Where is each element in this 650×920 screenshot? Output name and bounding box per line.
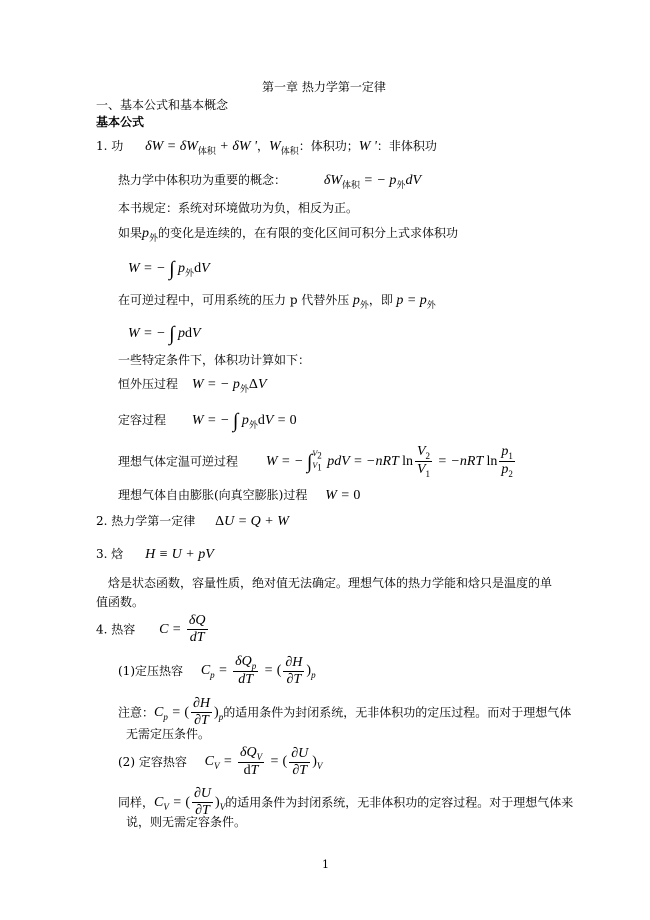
- cv-label: (2) 定容热容: [118, 754, 187, 769]
- cp-partial-formula: $C_p$ = ( $\frac{\partial H}{\partial T}$ )$_p$: [154, 696, 224, 729]
- cp-line: [118, 654, 316, 688]
- first-law-formula: ΔU = Q + W: [215, 514, 289, 529]
- external-pressure-symbol: $p_外$: [142, 226, 159, 243]
- item-enthalpy-label: 3. 焓: [96, 547, 124, 561]
- constant-volume-label: 定容过程: [118, 413, 167, 427]
- note-b: 的适用条件为封闭系统，无非体积功的定压过程。而对于理想气体: [223, 705, 572, 720]
- note-a: 注意：: [118, 705, 155, 720]
- constant-volume-line: [118, 409, 297, 433]
- reversible-work-formula: W = − ∫ pdV: [128, 323, 201, 345]
- subsection-heading: 基本公式: [96, 115, 145, 129]
- work-formula: $\delta W = \delta W_{体积} + \delta W$ ': [145, 139, 258, 156]
- same-c: 说，则无需定容条件。: [126, 815, 247, 829]
- isothermal-formula: W = − $\int V_2$ $V_1$ pdV = −nRT ln $\frac{V_2}{V_1}$ = −nRT ln $\frac{p_1}{p_2}$: [265, 444, 513, 479]
- item-heat-capacity-label: 4. 热容: [96, 622, 136, 637]
- continuous-a: 如果: [118, 226, 143, 240]
- volume-work-formula: $\delta W_{体积}$ = − $p_外dV$: [323, 173, 422, 190]
- note-line: [118, 696, 571, 729]
- item-first-law: [96, 514, 289, 531]
- continuous-line: [118, 226, 458, 244]
- constant-pressure-formula: W = − $p_外\Delta V$: [191, 377, 267, 394]
- section-heading: 一、基本公式和基本概念: [96, 98, 229, 112]
- reversible-b: ，即: [368, 293, 393, 307]
- sign-convention: 本书规定：系统对环境做功为负，相反为正。: [118, 201, 359, 215]
- same-a: 同样，: [118, 795, 155, 810]
- item-enthalpy: [96, 547, 214, 564]
- free-expansion-label: 理想气体自由膨胀(向真空膨胀)过程: [118, 488, 308, 502]
- enthalpy-formula: H ≡ U + pV: [145, 547, 214, 562]
- chapter-title: 第一章 热力学第一定律: [262, 80, 386, 94]
- reversible-line: [118, 293, 436, 311]
- cv-line: [118, 745, 322, 779]
- item-first-law-label: 2. 热力学第一定律: [96, 514, 196, 528]
- work-integral-formula: W = − ∫ $p_外dV$: [128, 258, 210, 280]
- enthalpy-description: 焓是状态函数，容量性质，绝对值无法确定。理想气体的热力学能和焓只是温度的单值函数。: [96, 576, 553, 609]
- constant-pressure-label: 恒外压过程: [118, 377, 179, 391]
- same-b: 的适用条件为封闭系统，无非体积功的定容过程。对于理想气体来: [225, 795, 574, 810]
- pressure-equality: $p = p_外$: [392, 293, 436, 310]
- constant-volume-formula: W = − ∫ $p_外dV = 0$: [191, 410, 297, 432]
- cv-partial-formula: $C_V$ = ( $\frac{\partial U}{\partial T}$ )$_V$: [154, 786, 226, 819]
- constant-pressure-line: [118, 377, 267, 395]
- note-c: 无需定压条件。: [126, 727, 211, 741]
- free-expansion-formula: W = 0: [325, 488, 361, 503]
- heat-capacity-formula: C = $\frac{\delta Q}{dT}$: [159, 613, 206, 646]
- cv-formula: $C_V$ = $\frac{\delta Q_V}{dT}$ = ( $\frac{\partial U}{\partial T}$ )$_V$: [204, 745, 323, 779]
- item-work: 1. 功 $\delta W = \delta W_{体积} + \delta W$ '，$W_{体积}$：体积功；W '：非体积功: [96, 139, 437, 156]
- cp-label: (1)定压热容: [118, 663, 183, 678]
- item-heat-capacity: [96, 613, 210, 646]
- special-intro: 一些特定条件下，体积功计算如下：: [118, 353, 311, 367]
- isothermal-line: [118, 444, 517, 479]
- external-pressure-symbol-2: $p_外$: [349, 293, 369, 310]
- work-symbol: $W_{体积}$: [269, 139, 299, 156]
- isothermal-label: 理想气体定温可逆过程: [118, 454, 239, 469]
- volume-work-intro: 热力学中体积功为重要的概念：: [118, 173, 287, 187]
- free-expansion-line: [118, 488, 360, 505]
- continuous-b: 的变化是连续的，在有限的变化区间可积分上式求体积功: [158, 226, 459, 240]
- volume-work-line: [118, 173, 421, 191]
- work-desc: ：体积功；: [298, 139, 359, 153]
- page-number: 1: [322, 858, 329, 871]
- reversible-a: 在可逆过程中，可用系统的压力 p 代替外压: [118, 293, 350, 307]
- item-work-label: 1. 功: [96, 139, 124, 153]
- nonvolume-symbol: W ': [358, 139, 377, 154]
- cp-formula: $C_p$ = $\frac{\delta Q_p}{dT}$ = ( $\frac{\partial H}{\partial T}$ )$_p$: [200, 654, 316, 688]
- work-desc2: ：非体积功: [376, 139, 437, 153]
